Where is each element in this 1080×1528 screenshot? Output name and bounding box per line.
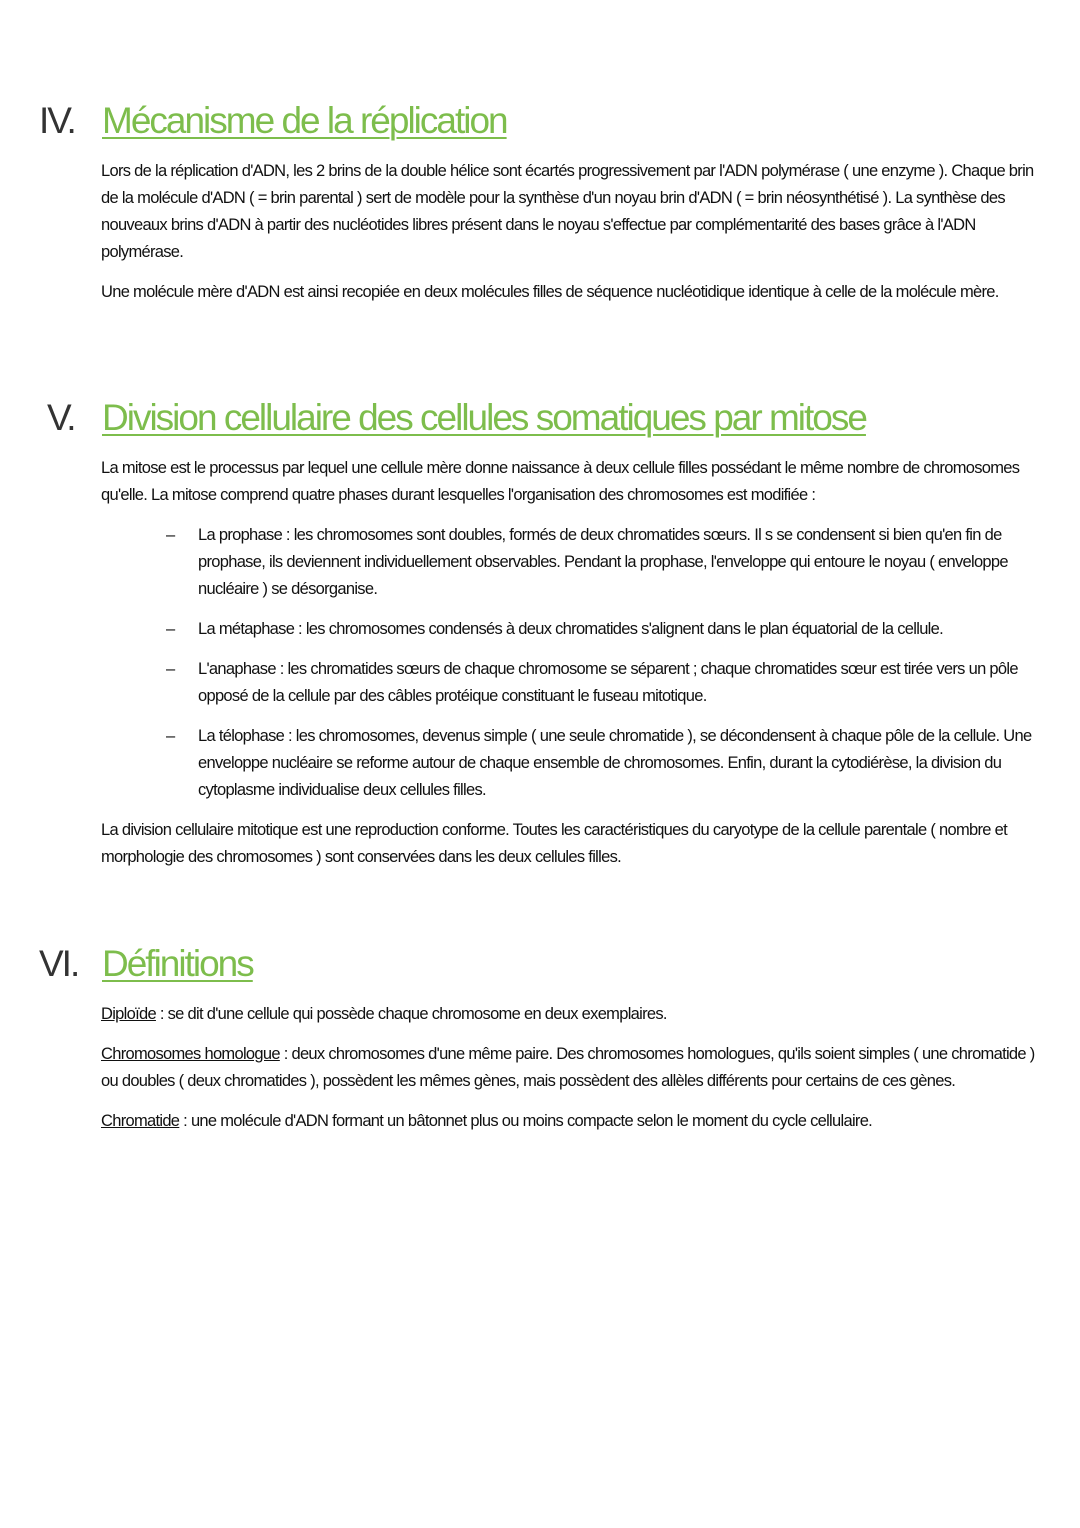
section-heading: [0, 393, 1080, 443]
definition-term: Chromatide: [101, 1112, 180, 1130]
section-title: Mécanisme de la réplication: [102, 100, 507, 141]
list-item: [101, 723, 1046, 804]
section-body: [101, 455, 1046, 884]
section-numeral: VI.: [39, 943, 79, 984]
section-body: [101, 158, 1046, 319]
list-item-text: La prophase : les chromosomes sont doubles, formés de deux chromatides sœurs. Il s se condensent si bien qu'en fin de prophase, ils deviennent individuellement observables. Pendant la prophase, l'enveloppe qui entoure le noyau ( enveloppe nucléaire ) se désorganise.: [198, 526, 1008, 598]
bullet-dash: –: [166, 620, 175, 638]
list-item: [101, 522, 1046, 603]
paragraph-intro: La mitose est le processus par lequel une cellule mère donne naissance à deux cellule filles possédant le même nombre de chromosomes qu'elle. La mitose comprend quatre phases durant lesquelles l'organisation des chromosomes est modifiée :: [101, 459, 1020, 504]
section-title: Division cellulaire des cellules somatiques par mitose: [102, 397, 866, 438]
section-numeral: IV.: [39, 100, 75, 141]
paragraph-outro: La division cellulaire mitotique est une reproduction conforme. Toutes les caractéristiques du caryotype de la cellule parentale ( nombre et morphologie des chromosomes ) sont conservées dans les deux cellules filles.: [101, 821, 1007, 866]
list-item: [101, 616, 1046, 643]
definition-term: Diploïde: [101, 1005, 156, 1023]
definition-diploide: [101, 1001, 1046, 1028]
section-replication: [0, 96, 1080, 301]
definition-chromatide: [101, 1108, 1046, 1135]
definition-text: : se dit d'une cellule qui possède chaque chromosome en deux exemplaires.: [155, 1005, 667, 1023]
section-title: Définitions: [102, 943, 253, 984]
bullet-dash: –: [166, 526, 175, 544]
section-heading: [0, 96, 1080, 146]
list-item-text: La télophase : les chromosomes, devenus simple ( une seule chromatide ), se décondensent à chaque pôle de la cellule. Une enveloppe nucléaire se reforme autour de chaque ensemble de chromosomes. Enfin, durant la cytodiérèse, la division du cytoplasme individualise deux cellules filles.: [198, 727, 1032, 799]
definition-chromosomes-homologue: [101, 1041, 1046, 1095]
bullet-dash: –: [166, 660, 175, 678]
definition-term: Chromosomes homologue: [101, 1045, 280, 1063]
section-mitose: [0, 393, 1080, 866]
bullet-dash: –: [166, 727, 175, 745]
list-item: [101, 656, 1046, 710]
definition-text: : une molécule d'ADN formant un bâtonnet plus ou moins compacte selon le moment du cycle cellulaire.: [179, 1112, 873, 1130]
list-item-text: La métaphase : les chromosomes condensés à deux chromatides s'alignent dans le plan équatorial de la cellule.: [198, 620, 944, 638]
section-heading: [0, 939, 1080, 989]
definition-text: : deux chromosomes d'une même paire. Des chromosomes homologues, qu'ils soient simples ( une chromatide ) ou doubles ( deux chromatides ), possèdent les mêmes gènes, mais possèdent des allèles différents pour certains de ces gènes.: [101, 1045, 1035, 1090]
section-definitions: [0, 939, 1080, 1130]
phase-list: [101, 522, 1046, 804]
list-item-text: L'anaphase : les chromatides sœurs de chaque chromosome se séparent ; chaque chromatides sœur est tirée vers un pôle opposé de la cellule par des câbles protéique constituant le fuseau mitotique.: [198, 660, 1018, 705]
paragraph: Une molécule mère d'ADN est ainsi recopiée en deux molécules filles de séquence nucléotidique identique à celle de la molécule mère.: [101, 283, 999, 301]
paragraph: Lors de la réplication d'ADN, les 2 brins de la double hélice sont écartés progressivement par l'ADN polymérase ( une enzyme ). Chaque brin de la molécule d'ADN ( = brin parental ) sert de modèle pour la synthèse d'un noyau brin d'ADN ( = brin néosynthétisé ). La synthèse des nouveaux brins d'ADN à partir des nucléotides libres présent dans le noyau s'effectue par complémentarité des bases grâce à l'ADN polymérase.: [101, 162, 1034, 261]
section-body: [101, 1001, 1046, 1148]
section-numeral: V.: [47, 397, 75, 438]
